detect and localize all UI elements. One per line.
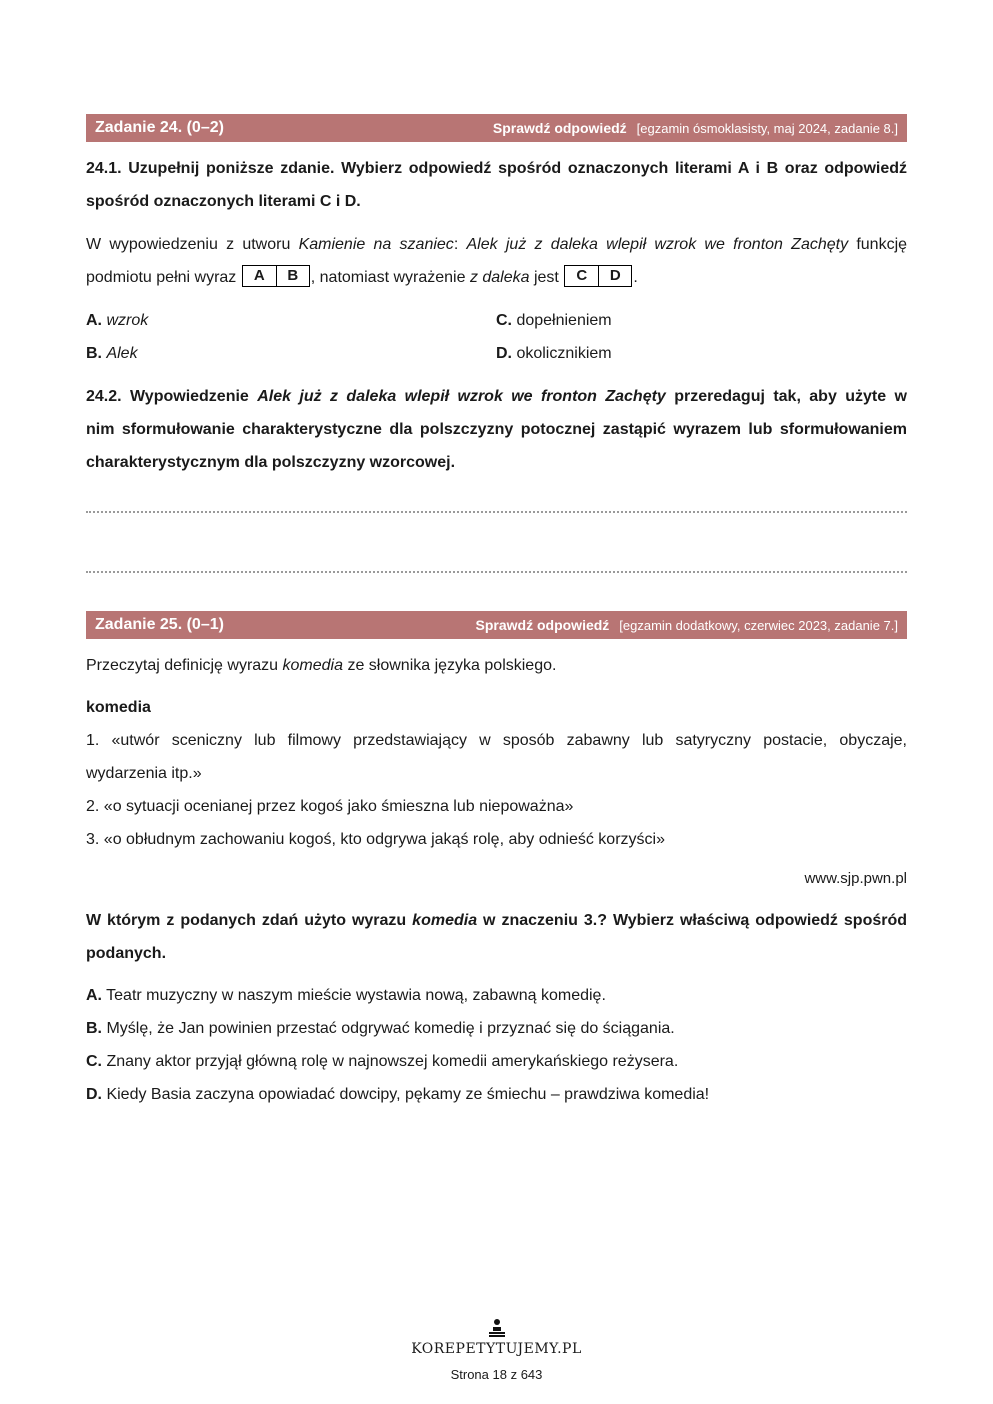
box-option-d[interactable]: D <box>598 266 631 286</box>
option-a[interactable] <box>86 309 148 333</box>
box-option-c[interactable]: C <box>576 267 588 285</box>
box-option-b[interactable]: B <box>276 266 309 286</box>
q24-2-instruction-line2: nim sformułowanie charakterystyczne dla polszczyzny potocznej zastąpić wyrazem lub sformułowaniem <box>86 421 907 438</box>
intro-text: ze słownika języka polskiego. <box>343 657 557 674</box>
instruction-text: przeredaguj tak, aby użyte w <box>665 388 907 405</box>
task-24-title: Zadanie 24. (0–2) <box>95 119 224 136</box>
answer-letter: C. <box>86 1053 102 1070</box>
option-letter: C. <box>496 312 512 329</box>
q24-2-instruction-line3: charakterystycznym dla polszczyzny wzorcowej. <box>86 454 456 471</box>
task-25-source: [egzamin dodatkowy, czerwiec 2023, zadanie 7.] <box>619 617 898 633</box>
dictionary-term: komedia <box>86 699 151 716</box>
box-option-a[interactable]: A <box>253 267 265 285</box>
sentence-text: jest <box>529 269 564 286</box>
answer-letter: B. <box>86 1020 102 1037</box>
source-url: www.sjp.pwn.pl <box>804 870 907 887</box>
check-answer-link-25[interactable]: Sprawdź odpowiedź <box>475 617 610 633</box>
option-b[interactable] <box>86 342 138 366</box>
intro-text: Przeczytaj definicję wyrazu <box>86 657 283 674</box>
q24-1-sentence-line1 <box>86 228 907 261</box>
option-letter: A. <box>86 312 102 329</box>
task-25-question-line2: podanych. <box>86 945 167 962</box>
definition-3: 3. «o obłudnym zachowaniu kogoś, kto odgrywa jakąś rolę, aby odnieść korzyści» <box>86 831 665 848</box>
option-letter: D. <box>496 345 512 362</box>
answer-letter: D. <box>86 1086 102 1103</box>
q24-2-instruction-line1 <box>86 380 907 413</box>
answer-c[interactable] <box>86 1045 907 1078</box>
answer-a[interactable] <box>86 979 907 1012</box>
page-number: Strona 18 z 643 <box>450 1367 543 1382</box>
book-title: Kamienie na szaniec <box>298 236 454 253</box>
task-25-intro <box>86 649 907 682</box>
instruction-text: 24.2. Wypowiedzenie <box>86 388 258 405</box>
option-text: dopełnieniem <box>516 312 612 329</box>
sentence-text: W wypowiedzeniu z utworu <box>86 236 299 253</box>
answer-box-cd[interactable] <box>564 265 632 287</box>
footer-brand: KOREPETYTUJEMY.PL <box>411 1341 582 1357</box>
question-text: w znaczeniu 3.? Wybierz właściwą odpowiedź spośród <box>477 912 908 929</box>
quoted-sentence: Alek już z daleka wlepił wzrok we fronton Zachęty <box>257 388 666 405</box>
option-c[interactable] <box>496 309 612 333</box>
answer-text: Znany aktor przyjął główną rolę w najnowszej komedii amerykańskiego reżysera. <box>106 1053 679 1070</box>
answer-text: Teatr muzyczny w naszym mieście wystawia nową, zabawną komedię. <box>106 987 606 1004</box>
answer-text: Myślę, że Jan powinien przestać odgrywać komedię i przyznać się do ściągania. <box>106 1020 675 1037</box>
intro-term: komedia <box>282 657 343 674</box>
sentence-text: : <box>453 236 467 253</box>
definition-1-line2: wydarzenia itp.» <box>86 765 202 782</box>
option-text: Alek <box>106 345 138 362</box>
answer-line-2[interactable] <box>86 571 907 573</box>
quoted-phrase: z daleka <box>469 269 530 286</box>
definition-2: 2. «o sytuacji ocenianej przez kogoś jako śmieszna lub niepoważna» <box>86 798 574 815</box>
question-text: W którym z podanych zdań użyto wyrazu <box>86 912 413 929</box>
answer-b[interactable] <box>86 1012 907 1045</box>
task-24-source: [egzamin ósmoklasisty, maj 2024, zadanie 8.] <box>636 120 898 136</box>
footer-logo <box>0 1318 993 1343</box>
q24-1-instruction-line2: spośród oznaczonych literami C i D. <box>86 193 361 210</box>
task-24-header <box>86 114 907 142</box>
definition-1-line1: 1. «utwór sceniczny lub filmowy przedstawiający w sposób zabawny lub satyryczny postacie, obyczaje, <box>86 732 907 749</box>
sentence-text: podmiotu pełni wyraz <box>86 269 241 286</box>
option-letter: B. <box>86 345 102 362</box>
sentence-text: , natomiast wyrażenie <box>310 269 470 286</box>
quoted-sentence: Alek już z daleka wlepił wzrok we fronton Zachęty <box>466 236 849 253</box>
task-25-header <box>86 611 907 639</box>
answer-line-1[interactable] <box>86 511 907 513</box>
sentence-text: funkcję <box>848 236 908 253</box>
answer-box-ab[interactable] <box>242 265 310 287</box>
q24-1-sentence-line2 <box>86 261 907 294</box>
q24-1-instruction-line1: 24.1. Uzupełnij poniższe zdanie. Wybierz odpowiedź spośród oznaczonych literami A i B oraz odpowiedź <box>86 160 907 177</box>
task-25-question-line1 <box>86 904 907 937</box>
book-figure-icon <box>488 1318 506 1338</box>
option-d[interactable] <box>496 342 612 366</box>
answer-text: Kiedy Basia zaczyna opowiadać dowcipy, pękamy ze śmiechu – prawdziwa komedia! <box>106 1086 710 1103</box>
sentence-text: . <box>633 269 638 286</box>
check-answer-link-24[interactable]: Sprawdź odpowiedź <box>492 120 627 136</box>
question-term: komedia <box>412 912 478 929</box>
option-text: okolicznikiem <box>516 345 612 362</box>
task-25-title: Zadanie 25. (0–1) <box>95 616 224 633</box>
option-text: wzrok <box>106 312 149 329</box>
answer-letter: A. <box>86 987 102 1004</box>
answer-d[interactable] <box>86 1078 907 1111</box>
